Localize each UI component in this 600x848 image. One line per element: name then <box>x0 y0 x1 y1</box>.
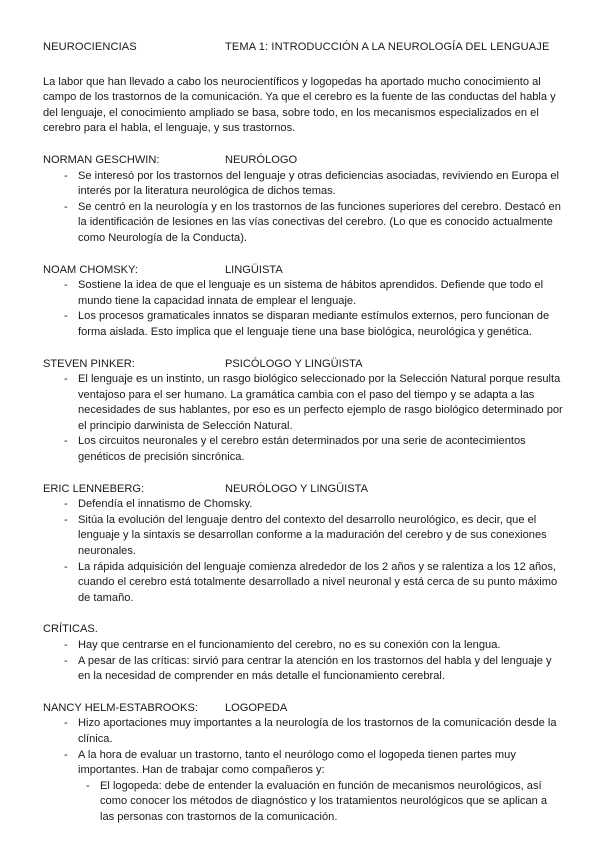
sub-bullet-list <box>43 779 563 826</box>
person-role: PSICÓLOGO Y LINGÜISTA <box>225 357 363 370</box>
person-role: NEURÓLOGO <box>225 153 298 166</box>
document-header <box>43 40 563 56</box>
document-page <box>43 40 563 826</box>
section-pinker <box>43 357 563 466</box>
list-item: - El lenguaje es un instinto, un rasgo biológico seleccionado por la Selección Natural porque resulta ventajoso para el ser humano. La gramática cambia con el paso del tiempo y se adapta a las necesidades de sus hablantes, por eso es un perfecto ejemplo de rasgo biológico determinado por el principio darwinista de Selección Natural. <box>43 372 563 434</box>
person-name: NORMAN GESCHWIN: <box>43 153 160 166</box>
list-item: - La rápida adquisición del lenguaje comienza alrededor de los 2 años y se ralentiza a los 12 años, cuando el cerebro está totalmente desarrollado a nivel neuronal y está cerca de su punto máximo de tamaño. <box>43 560 563 607</box>
person-role: LINGÜISTA <box>225 263 283 276</box>
list-item: - Se interesó por los trastornos del lenguaje y otras deficiencias asociadas, reviviendo en Europa el interés por la literatura neurológica de dichos temas. <box>43 169 563 200</box>
section-heading <box>43 701 563 717</box>
bullet-list <box>43 497 563 606</box>
list-item: - Sitúa la evolución del lenguaje dentro del contexto del desarrollo neurológico, es decir, que el lenguaje y la sintaxis se desarrollan conforme a la maduración del cerebro y de sus conexiones neuronales. <box>43 513 563 560</box>
section-geschwin <box>43 153 563 247</box>
list-item: - Hay que centrarse en el funcionamiento del cerebro, no es su conexión con la lengua. <box>43 638 563 654</box>
section-heading <box>43 482 563 498</box>
bullet-list <box>43 638 563 685</box>
person-name: STEVEN PINKER: <box>43 357 135 370</box>
bullet-list <box>43 278 563 340</box>
list-item: - Los circuitos neuronales y el cerebro están determinados por una serie de acontecimientos genéticos de precisión sincrónica. <box>43 434 563 465</box>
person-role: LOGOPEDA <box>225 701 288 714</box>
section-heading <box>43 622 563 638</box>
list-item: - A la hora de evaluar un trastorno, tanto el neurólogo como el logopeda tienen partes muy importantes. Han de trabajar como compañeros y: <box>43 748 563 779</box>
topic-title: TEMA 1: INTRODUCCIÓN A LA NEUROLOGÍA DEL LENGUAJE <box>225 41 550 53</box>
bullet-list <box>43 169 563 247</box>
person-name: ERIC LENNEBERG: <box>43 482 145 495</box>
bullet-list <box>43 716 563 778</box>
bullet-list <box>43 372 563 466</box>
list-item: - A pesar de las críticas: sirvió para centrar la atención en los trastornos del habla y del lenguaje y en la necesidad de comprender en más detalle el funcionamiento cerebral. <box>43 654 563 685</box>
list-item: - Se centró en la neurología y en los trastornos de las funciones superiores del cerebro. Destacó en la identificación de lesiones en las vías conectivas del cerebro. (Lo que es conocido actualmente como Neurología de la Conducta). <box>43 200 563 247</box>
person-name: NANCY HELM-ESTABROOKS: <box>43 701 198 714</box>
person-name: NOAM CHOMSKY: <box>43 263 138 276</box>
list-item: - Defendía el innatismo de Chomsky. <box>43 497 563 513</box>
list-item: - Los procesos gramaticales innatos se disparan mediante estímulos externos, pero funcionan de forma aislada. Esto implica que el lenguaje tiene una base biológica, neurológica y genética. <box>43 309 563 340</box>
section-name: CRÍTICAS. <box>43 623 98 636</box>
section-heading <box>43 153 563 169</box>
person-role: NEURÓLOGO Y LINGÜISTA <box>225 482 369 495</box>
subject-title: NEUROCIENCIAS <box>43 41 137 53</box>
section-criticas <box>43 622 563 684</box>
list-item: - Sostiene la idea de que el lenguaje es un sistema de hábitos aprendidos. Defiende que todo el mundo tiene la capacidad innata de emplear el lenguaje. <box>43 278 563 309</box>
section-helm-estabrooks <box>43 701 563 826</box>
list-item: - El logopeda: debe de entender la evaluación en función de mecanismos neurológicos, así como conocer los métodos de diagnóstico y los tratamientos neurológicos que se aplican a las personas con trastornos de la comunicación. <box>43 779 563 826</box>
section-heading <box>43 357 563 373</box>
section-lenneberg <box>43 482 563 607</box>
list-item: - Hizo aportaciones muy importantes a la neurología de los trastornos de la comunicación desde la clínica. <box>43 716 563 747</box>
intro-paragraph: La labor que han llevado a cabo los neurocientíficos y logopedas ha aportado mucho conocimiento al campo de los trastornos de la comunicación. Ya que el cerebro es la fuente de las conductas del habla y del lenguaje, el conocimiento ampliado se basa, sobre todo, en los mecanismos especializados en el cerebro para el habla, el lenguaje, y sus trastornos. <box>43 75 556 135</box>
section-heading <box>43 263 563 279</box>
section-chomsky <box>43 263 563 341</box>
